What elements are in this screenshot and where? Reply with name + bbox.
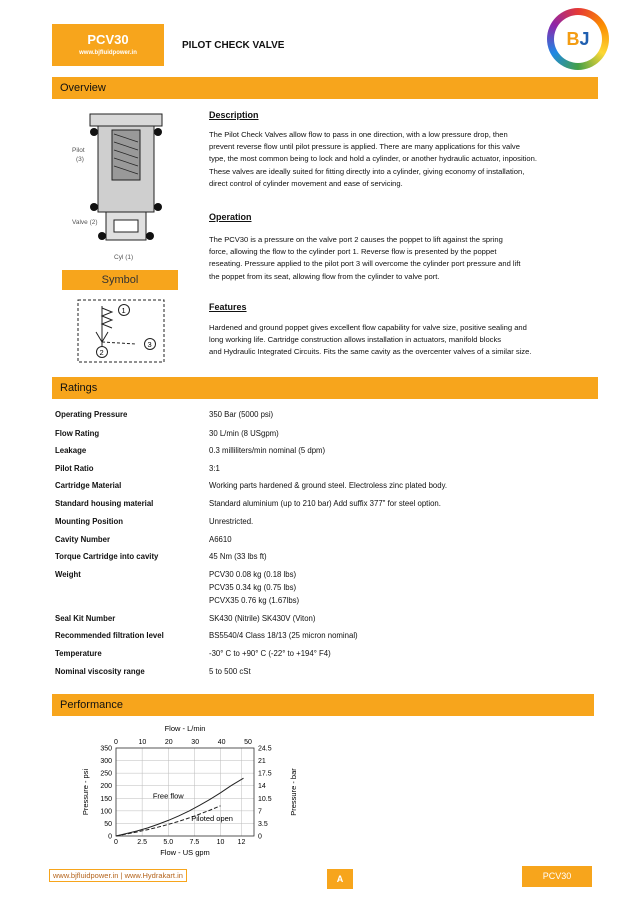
rating-label: Operating Pressure [55,410,128,419]
y-axis-label: Pressure - psi [81,768,90,816]
rating-value: Working parts hardened & ground steel. Electroless zinc plated body. [209,481,448,490]
top-tick-label: 10 [138,739,147,746]
top-axis-label: Flow - L/min [164,724,206,733]
description-text: The Pilot Check Valves allow flow to pass in one direction, with a low pressure drop, then prevent reverse flow until pilot pressure is applied. There are many applications for this valve type, the most common being to lock and hold a cylinder, or another hydraulic actuator, inposition. These valves are ideally suited for fitting directly into a cylinder, giving economy of installation, direct control of cylinder movement and ease of servicing. [209,130,537,188]
performance-heading: Performance [60,699,123,711]
valve-symbol [76,298,168,364]
pilot-label: Pilot [72,147,85,154]
right-tick-label: 14 [258,783,266,791]
rating-label: Torque Cartridge into cavity [55,552,159,561]
series-line-free-flow [116,778,244,836]
ratings-heading-bar [52,377,598,399]
rating-value: Standard aluminium (up to 210 bar) Add suffix 377" for steel option. [209,499,441,508]
x-tick-label: 10 [216,839,225,846]
valve-port-label: Valve (2) [72,219,98,226]
right-tick-label: 21 [258,758,266,766]
x-tick-label: 5.0 [163,839,174,846]
right-tick-label: 7 [258,808,262,816]
rating-value: BS5540/4 Class 18/13 (25 micron nominal) [209,631,358,640]
series-label: Piloted open [191,813,233,823]
y-tick-label: 150 [100,795,112,803]
rating-label: Pilot Ratio [55,464,94,473]
rating-label: Flow Rating [55,429,100,438]
right-tick-label: 10.5 [258,795,272,803]
top-tick-label: 50 [244,739,252,746]
rating-label: Seal Kit Number [55,614,116,623]
top-tick-label: 0 [114,739,118,746]
company-logo: BJ [547,8,609,70]
symbol-heading: Symbol [101,274,139,286]
rating-value: 5 to 500 cSt [209,667,251,676]
top-tick-label: 30 [191,739,200,746]
ratings-heading: Ratings [60,382,98,394]
y-tick-label: 0 [108,833,112,841]
right-axis-label: Pressure - bar [289,768,298,816]
operation-text: The PCV30 is a pressure on the valve port 2 causes the poppet to lift against the spring force, allowing the flow to the cylinder port 1. Reverse flow is presented by the poppet reseating. Pressure applied to the pilot port 3 will overcome the cylinder port pressure and lift the poppet from its seat, allowing flow from the cylinder to valve port. [209,235,521,281]
top-tick-label: 20 [164,739,173,746]
x-axis-label: Flow - US gpm [160,848,210,857]
cartridge-section-diagram [60,112,180,264]
rating-label: Cavity Number [55,535,111,544]
rating-label: Recommended filtration level [55,631,164,640]
rating-value: PCV35 0.34 kg (0.75 lbs) [209,583,297,592]
rating-value: 3:1 [209,464,220,473]
right-tick-label: 0 [258,833,262,841]
header-url: www.bjfluidpower.in [79,50,137,56]
symbol-port-3: 3 [147,340,152,349]
performance-heading-bar [52,694,594,716]
description-title: Description [209,110,259,120]
symbol-port-2: 2 [99,348,104,357]
rating-value: SK430 (Nitrile) SK430V (Viton) [209,614,316,623]
rating-label: Cartridge Material [55,481,122,490]
pilot-port-label: (3) [76,156,84,163]
overview-heading: Overview [60,82,106,94]
y-tick-label: 50 [104,820,112,828]
right-tick-label: 24.5 [258,745,272,753]
rating-value: A6610 [209,535,232,544]
rating-label: Weight [55,570,81,579]
rating-value: 45 Nm (33 lbs ft) [209,552,267,561]
y-tick-label: 300 [100,758,112,766]
rating-value: PCV30 0.08 kg (0.18 lbs) [209,570,297,579]
rating-label: Standard housing material [55,499,154,508]
footer-page-letter: A [327,869,353,889]
right-tick-label: 3.5 [258,820,268,828]
x-tick-label: 2.5 [137,839,148,846]
symbol-heading-bar [62,270,178,290]
rating-value: 30 L/min (8 USgpm) [209,429,279,438]
symbol-port-1: 1 [121,306,126,315]
x-tick-label: 12 [237,839,246,846]
cyl-port-label: Cyl (1) [114,254,134,261]
header-code-box [52,24,164,66]
performance-chart [76,722,316,864]
features-text: Hardened and ground poppet gives excellent flow capability for valve size, positive sealing and long working life. Cartridge construction allows installation in actuators, manifold blocks and Hydraulic Integrated Circuits. Fits the same cavity as the overcenter valves of a similar size. [209,323,532,357]
overview-heading-bar [52,77,598,99]
x-tick-label: 7.5 [189,839,200,846]
rating-value: PCVX35 0.76 kg (1.67lbs) [209,596,300,605]
operation-title: Operation [209,212,252,222]
plot-frame [116,748,254,836]
header-code: PCV30 [87,32,129,47]
right-tick-label: 17.5 [258,770,272,778]
top-tick-label: 40 [217,739,226,746]
footer-url: www.bjfluidpower.in | www.Hydrakart.in [49,869,187,882]
y-tick-label: 250 [100,770,112,778]
rating-value: -30° C to +90° C (-22° to +194° F4) [209,649,331,658]
footer-code: PCV30 [522,866,592,887]
rating-label: Nominal viscosity range [55,667,145,676]
rating-value: Unrestricted. [209,517,254,526]
rating-label: Mounting Position [55,517,123,526]
y-tick-label: 100 [100,808,112,816]
x-tick-label: 0 [114,839,118,846]
rating-label: Temperature [55,649,102,658]
features-title: Features [209,302,247,312]
y-tick-label: 350 [100,745,112,753]
rating-value: 0.3 milliliters/min nominal (5 dpm) [209,446,326,455]
page-title: PILOT CHECK VALVE [182,40,285,51]
rating-value: 350 Bar (5000 psi) [209,410,274,419]
series-label: Free flow [152,791,184,801]
y-tick-label: 200 [100,783,112,791]
rating-label: Leakage [55,446,87,455]
